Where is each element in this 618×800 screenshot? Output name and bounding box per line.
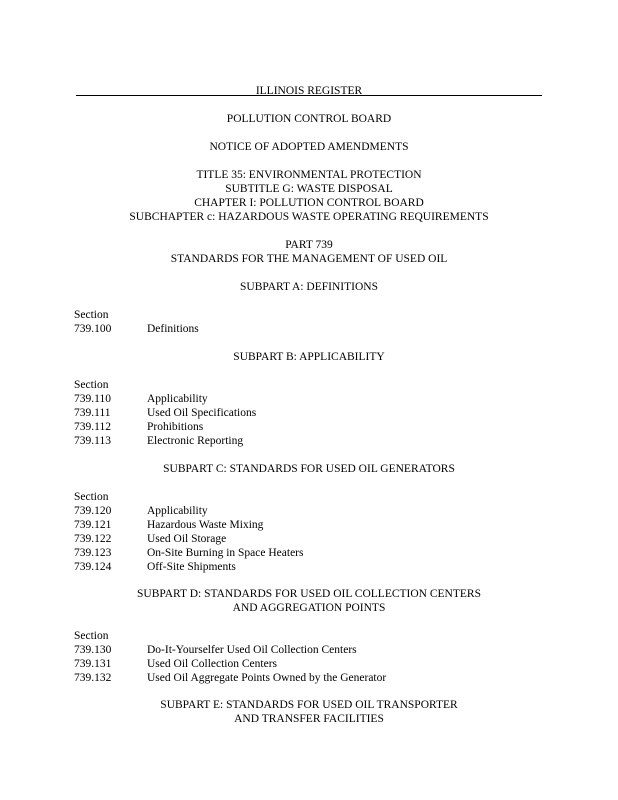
section-title: Used Oil Storage: [147, 533, 227, 545]
title-line: TITLE 35: ENVIRONMENTAL PROTECTION: [196, 169, 422, 181]
table-row: [74, 532, 544, 546]
subpart-heading: SUBPART C: STANDARDS FOR USED OIL GENERATORS: [163, 463, 455, 475]
table-row: [74, 406, 544, 420]
agency-name: POLLUTION CONTROL BOARD: [226, 113, 392, 125]
chapter-line: CHAPTER I: POLLUTION CONTROL BOARD: [194, 197, 424, 209]
section-title: Off-Site Shipments: [147, 561, 236, 573]
part-number: PART 739: [285, 239, 333, 251]
notice-title: NOTICE OF ADOPTED AMENDMENTS: [209, 141, 409, 153]
section-number: 739.111: [74, 407, 111, 419]
section-title: Do-It-Yourselfer Used Oil Collection Centers: [147, 644, 357, 656]
table-row: [74, 322, 544, 336]
subpart-heading-cont: AND AGGREGATION POINTS: [232, 602, 386, 614]
subpart-heading: SUBPART E: STANDARDS FOR USED OIL TRANSPORTER: [160, 699, 458, 711]
section-title: Applicability: [147, 505, 208, 517]
table-row: [74, 504, 544, 518]
table-row: [74, 560, 544, 574]
table-row: [74, 434, 544, 448]
section-label: Section: [74, 630, 109, 642]
section-title: Used Oil Collection Centers: [147, 658, 277, 670]
table-row: [74, 657, 544, 671]
section-title: Used Oil Specifications: [147, 407, 257, 419]
section-label: Section: [74, 309, 109, 321]
header-rule: [76, 95, 542, 96]
table-row: [74, 546, 544, 560]
section-number: 739.100: [74, 323, 112, 335]
table-row: [74, 420, 544, 434]
section-label: Section: [74, 379, 109, 391]
section-number: 739.130: [74, 644, 112, 656]
subpart-heading: SUBPART D: STANDARDS FOR USED OIL COLLECTION CENTERS: [137, 588, 481, 600]
section-number: 739.132: [74, 672, 112, 684]
register-title: ILLINOIS REGISTER: [255, 85, 363, 97]
table-row: [74, 671, 544, 685]
section-number: 739.131: [74, 658, 112, 670]
subchapter-line: SUBCHAPTER c: HAZARDOUS WASTE OPERATING REQUIREMENTS: [129, 211, 489, 223]
section-title: Applicability: [147, 393, 208, 405]
section-title: Definitions: [147, 323, 199, 335]
section-number: 739.123: [74, 547, 112, 559]
table-row: [74, 392, 544, 406]
section-label: Section: [74, 491, 109, 503]
section-title: Electronic Reporting: [147, 435, 244, 447]
subpart-heading-cont: AND TRANSFER FACILITIES: [234, 713, 384, 725]
section-title: Hazardous Waste Mixing: [147, 519, 264, 531]
table-row: [74, 643, 544, 657]
section-number: 739.112: [74, 421, 111, 433]
section-number: 739.120: [74, 505, 112, 517]
subpart-heading: SUBPART B: APPLICABILITY: [233, 351, 385, 363]
section-number: 739.122: [74, 533, 112, 545]
section-title: Prohibitions: [147, 421, 204, 433]
subpart-heading: SUBPART A: DEFINITIONS: [240, 281, 378, 293]
subtitle-line: SUBTITLE G: WASTE DISPOSAL: [225, 183, 393, 195]
section-title: Used Oil Aggregate Points Owned by the Generator: [147, 672, 387, 684]
section-number: 739.110: [74, 393, 111, 405]
part-name: STANDARDS FOR THE MANAGEMENT OF USED OIL: [170, 253, 448, 265]
section-number: 739.124: [74, 561, 112, 573]
section-number: 739.113: [74, 435, 111, 447]
section-title: On-Site Burning in Space Heaters: [147, 547, 304, 559]
table-row: [74, 518, 544, 532]
section-number: 739.121: [74, 519, 112, 531]
